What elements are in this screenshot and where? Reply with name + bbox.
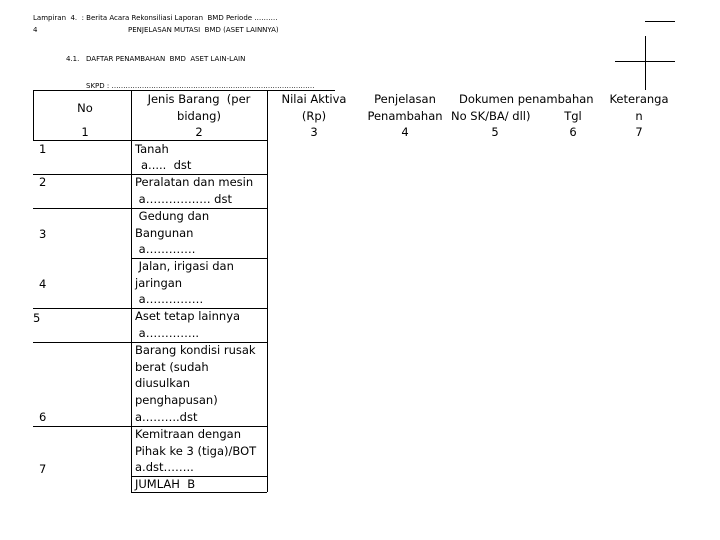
corner-rule-top — [645, 21, 675, 22]
row-number: 5 — [33, 311, 41, 325]
col-number: 5 — [491, 125, 499, 139]
row-number: 4 — [39, 277, 47, 291]
item-line: Jalan, irigasi dan — [135, 259, 234, 273]
item-line: berat (sudah — [135, 360, 209, 374]
item-line: penghapusan) — [135, 393, 218, 407]
header-nilai-line1: Nilai Aktiva — [281, 92, 347, 106]
header-dokumen: Dokumen penambahan — [459, 92, 594, 106]
row-number: 7 — [39, 462, 47, 476]
item-line: Aset tetap lainnya — [135, 309, 241, 323]
col-number: 2 — [195, 125, 203, 139]
item-line: Pihak ke 3 (tiga)/BOT — [135, 444, 257, 458]
item-line: a…………. — [135, 242, 196, 256]
row-rule — [33, 342, 131, 343]
col-number: 6 — [569, 125, 577, 139]
row-rule — [33, 208, 131, 209]
section-title: PENJELASAN MUTASI BMD (ASET LAINNYA) — [128, 26, 279, 34]
col-number: 3 — [310, 125, 318, 139]
row-number: 2 — [39, 175, 47, 189]
corner-rule-vertical — [645, 36, 646, 90]
corner-rule-middle — [615, 61, 675, 62]
item-line: Peralatan dan mesin — [135, 175, 254, 189]
item-line: a…………… — [135, 292, 204, 306]
item-line: a..... dst — [141, 158, 192, 172]
item-line: jaringan — [135, 276, 183, 290]
row-rule — [33, 308, 131, 309]
total-label: JUMLAH B — [135, 477, 196, 491]
item-line: a.dst…….. — [135, 460, 194, 474]
header-penjelasan-line1: Penjelasan — [374, 92, 436, 106]
row-number: 3 — [39, 227, 47, 241]
header-nilai-line2: (Rp) — [301, 109, 327, 123]
item-col-right — [267, 90, 268, 492]
header-dokumen-no: No SK/BA/ dll) — [451, 109, 531, 123]
col-number: 7 — [635, 125, 643, 139]
row-number: 1 — [39, 142, 47, 156]
row-number: 6 — [39, 410, 47, 424]
table-left-border — [33, 90, 34, 141]
item-line: Kemitraan dengan — [135, 427, 242, 441]
item-line: diusulkan — [135, 376, 191, 390]
col-number: 4 — [401, 125, 409, 139]
item-line: a………….. — [135, 326, 200, 340]
skpd-line: SKPD : …………………………………………………………………………… — [86, 82, 315, 90]
item-line: Gedung dan — [135, 209, 210, 223]
subsection-title: 4.1. DAFTAR PENAMBAHAN BMD ASET LAIN-LAIN — [66, 55, 246, 63]
item-col-left — [131, 90, 132, 492]
header-dokumen-tgl: Tgl — [564, 109, 582, 123]
item-line: Tanah — [135, 142, 169, 156]
col-number: 1 — [81, 125, 89, 139]
header-keterangan-line2: n — [635, 109, 643, 123]
section-number: 4 — [33, 26, 38, 34]
header-jenis-line1: Jenis Barang (per — [147, 92, 251, 106]
item-line: Bangunan — [135, 226, 194, 240]
header-jenis-line2: bidang) — [177, 109, 221, 123]
attachment-title: Lampiran 4. : Berita Acara Rekonsiliasi Laporan BMD Periode ………. — [33, 14, 278, 22]
header-penjelasan-line2: Penambahan — [367, 109, 443, 123]
item-line: a………….…. dst — [135, 192, 232, 206]
header-no: No — [77, 101, 93, 115]
item-line: Barang kondisi rusak — [135, 343, 256, 357]
header-keterangan-line1: Keteranga — [609, 92, 669, 106]
item-line: a..……..dst — [135, 410, 198, 424]
row-rule — [33, 426, 131, 427]
